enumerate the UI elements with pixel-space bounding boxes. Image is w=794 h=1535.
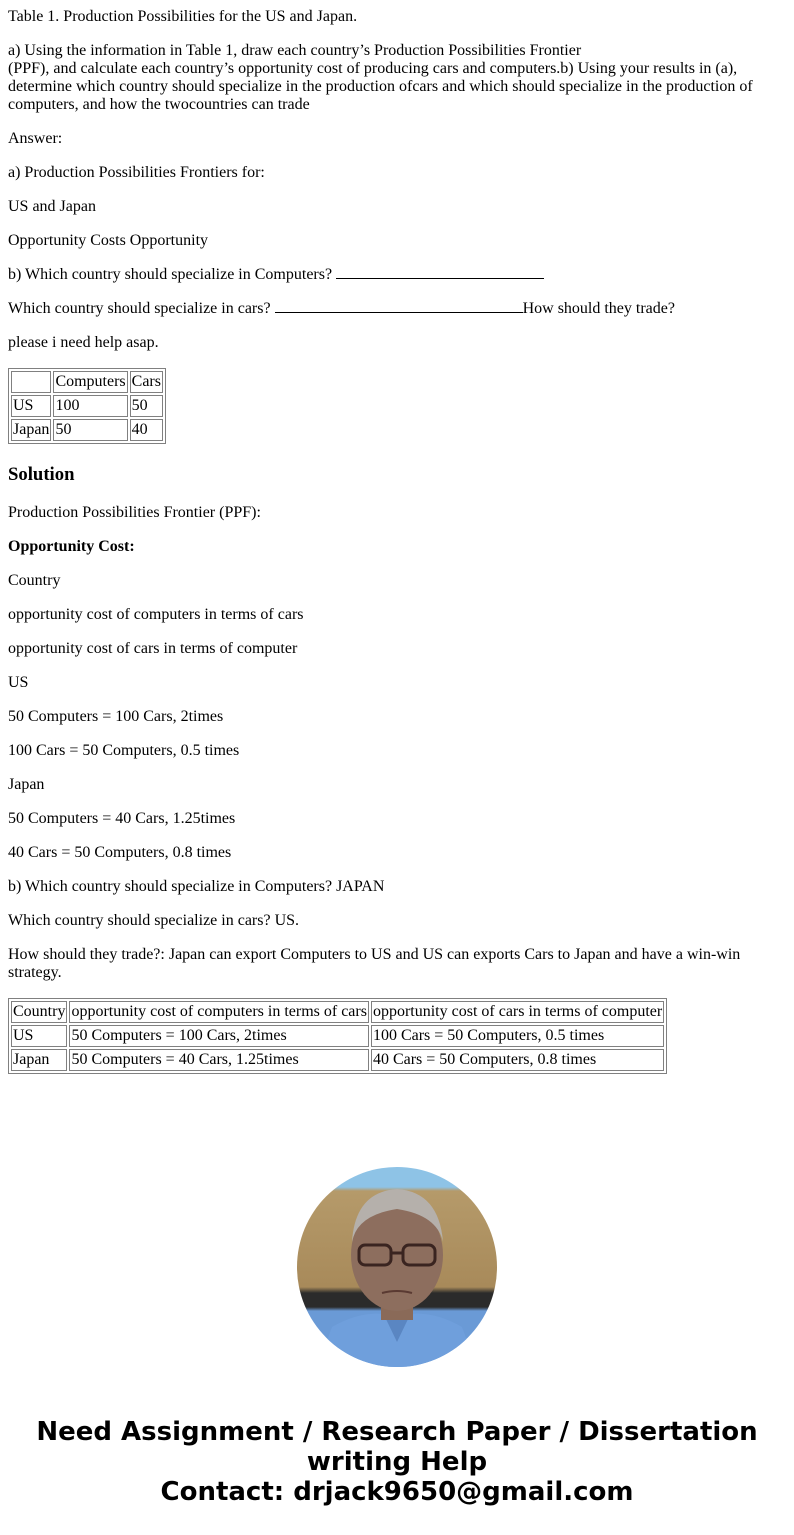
opportunity-cost-table	[8, 998, 667, 1074]
promo-line1: Need Assignment / Research Paper / Dissertation	[36, 1417, 758, 1447]
solution-line: Which country should specialize in cars? US.	[8, 912, 300, 929]
solution-ppf: Production Possibilities Frontier (PPF):	[8, 504, 261, 521]
solution-line: b) Which country should specialize in Computers? JAPAN	[8, 878, 385, 895]
production-table	[8, 368, 166, 444]
solution-line: Country	[8, 572, 61, 589]
solution-line: 40 Cars = 50 Computers, 0.8 times	[8, 844, 232, 861]
solution-line: US	[8, 674, 29, 691]
answer-blank-cars	[275, 300, 523, 313]
avatar	[297, 1167, 497, 1367]
promo-contact: Contact: drjack9650@gmail.com	[160, 1477, 634, 1507]
solution-line: Japan	[8, 776, 45, 793]
countries-label: US and Japan	[8, 198, 96, 215]
question-cars: Which country should specialize in cars? How should they trade?	[8, 300, 675, 317]
question-part-a-line1: a) Using the information in Table 1, draw each country’s Production Possibilities Frontier	[8, 42, 582, 59]
question-part-a	[8, 42, 786, 114]
solution-heading: Solution	[8, 464, 75, 485]
question-title: Table 1. Production Possibilities for the US and Japan.	[8, 8, 358, 25]
plea-text: please i need help asap.	[8, 334, 159, 351]
answer-blank-computers	[336, 266, 544, 279]
promo-banner	[0, 1417, 794, 1535]
table-row: Japan 50 Computers = 40 Cars, 1.25times 40 Cars = 50 Computers, 0.8 times	[11, 1049, 664, 1071]
table-row: Japan 50 40	[11, 419, 163, 441]
table-header-row: Country opportunity cost of computers in terms of cars opportunity cost of cars in terms of computer	[11, 1001, 664, 1023]
solution-line: How should they trade?: Japan can export Computers to US and US can exports Cars to Japan and have a win-win strategy.	[8, 946, 741, 981]
solution-line: opportunity cost of computers in terms of cars	[8, 606, 304, 623]
portrait-icon	[297, 1167, 497, 1367]
avatar-container	[0, 1167, 794, 1367]
table-row: US 100 50	[11, 395, 163, 417]
ppf-label: a) Production Possibilities Frontiers for:	[8, 164, 265, 181]
question-part-a-line2: (PPF), and calculate each country’s opportunity cost of producing cars and computers.b) Using your results in (a), determine which country should specialize in the production ofcars and which should specialize in the production of computers, and how the twocountries can trade	[8, 60, 753, 113]
solution-line: 100 Cars = 50 Computers, 0.5 times	[8, 742, 240, 759]
question-computers: b) Which country should specialize in Computers?	[8, 266, 786, 284]
solution-opp-cost-heading: Opportunity Cost:	[8, 538, 135, 555]
answer-label: Answer:	[8, 130, 63, 147]
promo-line2: writing Help	[306, 1447, 488, 1477]
solution-line: 50 Computers = 100 Cars, 2times	[8, 708, 224, 725]
opp-costs-label: Opportunity Costs Opportunity	[8, 232, 209, 249]
solution-line: 50 Computers = 40 Cars, 1.25times	[8, 810, 236, 827]
solution-line: opportunity cost of cars in terms of computer	[8, 640, 298, 657]
table-header-row: Computers Cars	[11, 371, 163, 393]
table-row: US 50 Computers = 100 Cars, 2times 100 Cars = 50 Computers, 0.5 times	[11, 1025, 664, 1047]
